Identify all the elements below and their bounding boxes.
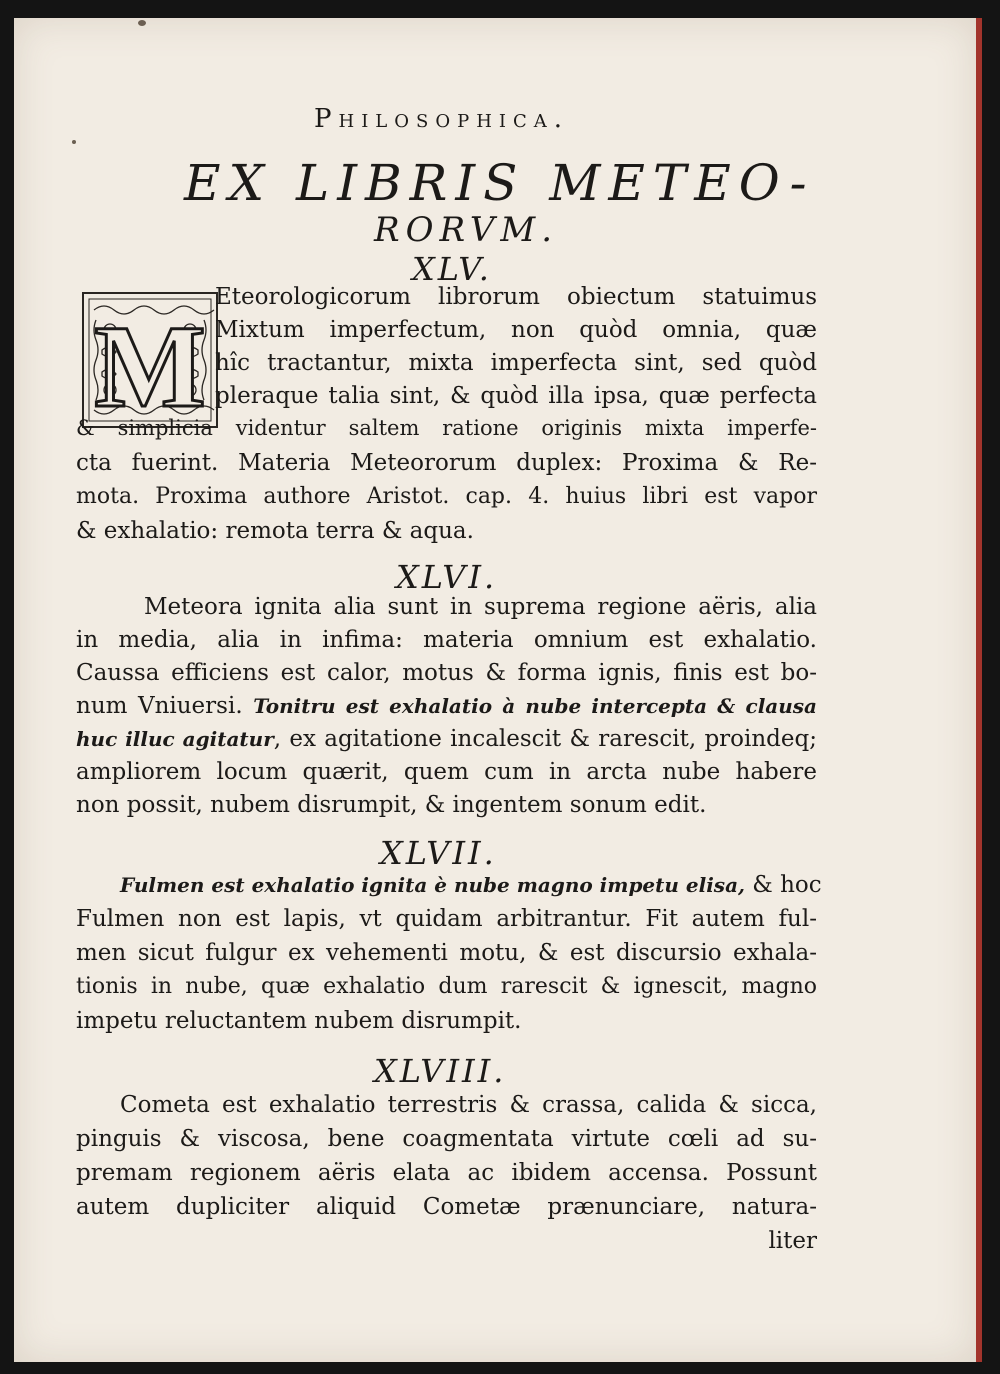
- text-line: Mixtum imperfectum, non quòd omnia, quæ: [215, 317, 817, 343]
- text-line: [76, 695, 817, 718]
- italic-definition: Fulmen est exhalatio ignita è nube magno impetu elisa,: [120, 873, 745, 897]
- text-line: Fulmen non est lapis, vt quidam arbitrantur. Fit autem ful-: [76, 906, 817, 932]
- section-number: XLVII.: [380, 834, 497, 872]
- text-line: Caussa efficiens est calor, motus & forma ignis, finis est bo-: [76, 660, 817, 686]
- text-line: impetu reluctantem nubem disrumpit.: [76, 1008, 522, 1034]
- section-number: XLVIII.: [374, 1052, 507, 1090]
- title-line-2: RORVM.: [374, 210, 559, 250]
- italic-definition: Tonitru est exhalatio à nube intercepta & clausa: [253, 694, 818, 718]
- text-line: [76, 728, 817, 751]
- text-line: Eteorologicorum librorum obiectum statuimus: [215, 284, 817, 310]
- text-line: Cometa est exhalatio terrestris & crassa, calida & sicca,: [120, 1092, 817, 1118]
- text-line: & exhalatio: remota terra & aqua.: [76, 518, 474, 544]
- book-page: [14, 18, 976, 1362]
- catchword: liter: [768, 1228, 817, 1254]
- section-number: XLV.: [412, 250, 492, 288]
- decorated-initial: [80, 290, 220, 430]
- title-line-1: EX LIBRIS METEO-: [184, 154, 815, 212]
- text-line: pinguis & viscosa, bene coagmentata virtute cœli ad su-: [76, 1126, 817, 1152]
- page-edge: [976, 18, 982, 1362]
- italic-definition: huc illuc agitatur: [76, 727, 274, 751]
- text-line: hîc tractantur, mixta imperfecta sint, sed quòd: [215, 350, 817, 376]
- text-line: mota. Proxima authore Aristot. cap. 4. huius libri est vapor: [76, 484, 817, 509]
- section-number: XLVI.: [396, 558, 498, 596]
- dropcap-letter: M: [94, 301, 206, 430]
- text-line: tionis in nube, quæ exhalatio dum rarescit & ignescit, magno: [76, 974, 817, 999]
- running-head: Philosophica.: [314, 104, 570, 134]
- text-line: in media, alia in infima: materia omnium est exhalatio.: [76, 627, 817, 653]
- text-line: pleraque talia sint, & quòd illa ipsa, quæ perfecta: [215, 383, 817, 409]
- text-run: & hoc: [745, 872, 822, 898]
- text-line: men sicut fulgur ex vehementi motu, & est discursio exhala-: [76, 940, 817, 966]
- text-line: autem dupliciter aliquid Cometæ prænunciare, natura-: [76, 1194, 817, 1220]
- text-line: [120, 872, 822, 898]
- text-line: cta fuerint. Materia Meteororum duplex: Proxima & Re-: [76, 450, 817, 476]
- text-run: , ex agitatione incalescit & rarescit, proindeq;: [273, 726, 817, 752]
- ink-speck: [72, 140, 76, 144]
- ink-speck: [138, 20, 146, 26]
- text-line: non possit, nubem disrumpit, & ingentem sonum edit.: [76, 792, 707, 818]
- text-run: num Vniuersi.: [76, 693, 243, 719]
- text-line: premam regionem aëris elata ac ibidem accensa. Possunt: [76, 1160, 817, 1186]
- text-line: ampliorem locum quærit, quem cum in arcta nube habere: [76, 759, 817, 785]
- text-line: & simplicia videntur saltem ratione originis mixta imperfe-: [76, 416, 817, 440]
- text-line: Meteora ignita alia sunt in suprema regione aëris, alia: [144, 594, 817, 620]
